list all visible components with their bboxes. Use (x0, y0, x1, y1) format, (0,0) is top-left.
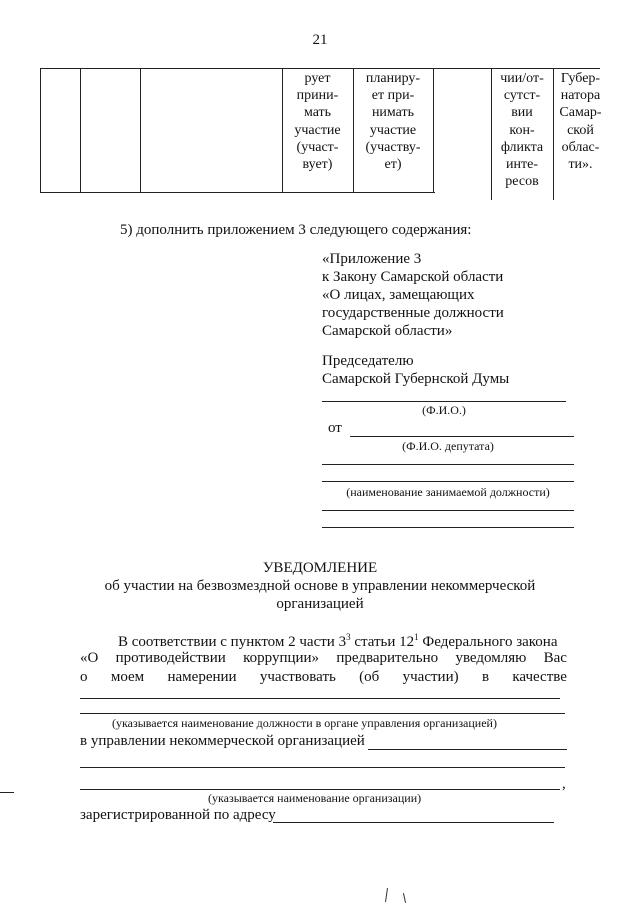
scan-mark (0, 792, 14, 793)
table-cell: Губер- натора Самар- ской облас- ти». (559, 71, 602, 173)
position-line (322, 481, 574, 482)
from-label: от (328, 420, 342, 436)
body-line: В соответствии с пунктом 2 части $3^3$ статьи $12^1$ Федерального закона (118, 632, 558, 650)
fio-line (322, 401, 566, 402)
notice-title: УВЕДОМЛЕНИЕ (262, 560, 378, 576)
scan-mark (385, 888, 388, 902)
address-label: зарегистрированной по адресу (80, 807, 276, 823)
page-number: 21 (312, 32, 328, 48)
table-divider (433, 68, 434, 192)
address-line (273, 822, 554, 823)
addressee: Председателю Самарской Губернской Думы (322, 353, 510, 387)
table-divider (80, 68, 81, 192)
table-cell: планиру- ет при- нимать участие (участву- ет) (365, 71, 421, 173)
management-label: в управлении некоммерческой организацией (80, 733, 365, 749)
fio-caption: (Ф.И.О.) (422, 403, 466, 417)
blank-line (322, 510, 574, 511)
comma: , (562, 776, 566, 792)
table-divider (40, 68, 41, 192)
position-org-line (80, 713, 565, 714)
body-line: «О противодействии коррупции» предварительно уведомляю Вас (80, 650, 567, 666)
organization-caption: (указывается наименование организации) (208, 791, 422, 805)
table-cell: рует прини- мать участие (участ- вует) (294, 71, 341, 173)
blank-line (80, 767, 565, 768)
instruction-text: 5) дополнить приложением 3 следующего содержания: (120, 222, 472, 238)
management-line (368, 749, 567, 750)
table-bottom-border (40, 192, 435, 193)
table-divider (140, 68, 141, 192)
position-caption: (наименование занимаемой должности) (346, 485, 550, 499)
organization-line (80, 789, 560, 790)
deputy-caption: (Ф.И.О. депутата) (402, 439, 494, 453)
from-line (350, 436, 574, 437)
scan-mark (403, 893, 406, 903)
body-line: о моем намерении участвовать (об участии) в качестве (80, 669, 567, 685)
notice-subtitle: об участии на безвозмездной основе в управлении некоммерческой (104, 578, 536, 594)
position-org-caption: (указывается наименование должности в органе управления организацией) (112, 716, 497, 730)
table-cell: чии/от- сутст- вии кон- фликта инте- ресов (500, 71, 544, 190)
blank-line (80, 698, 560, 699)
blank-line (322, 464, 574, 465)
table-top-border (40, 68, 600, 69)
blank-line (322, 527, 574, 528)
notice-subtitle: организацией (276, 596, 364, 612)
appendix-header: «Приложение 3 к Закону Самарской области «О лицах, замещающих государственные должности Самарской области» (322, 251, 504, 339)
